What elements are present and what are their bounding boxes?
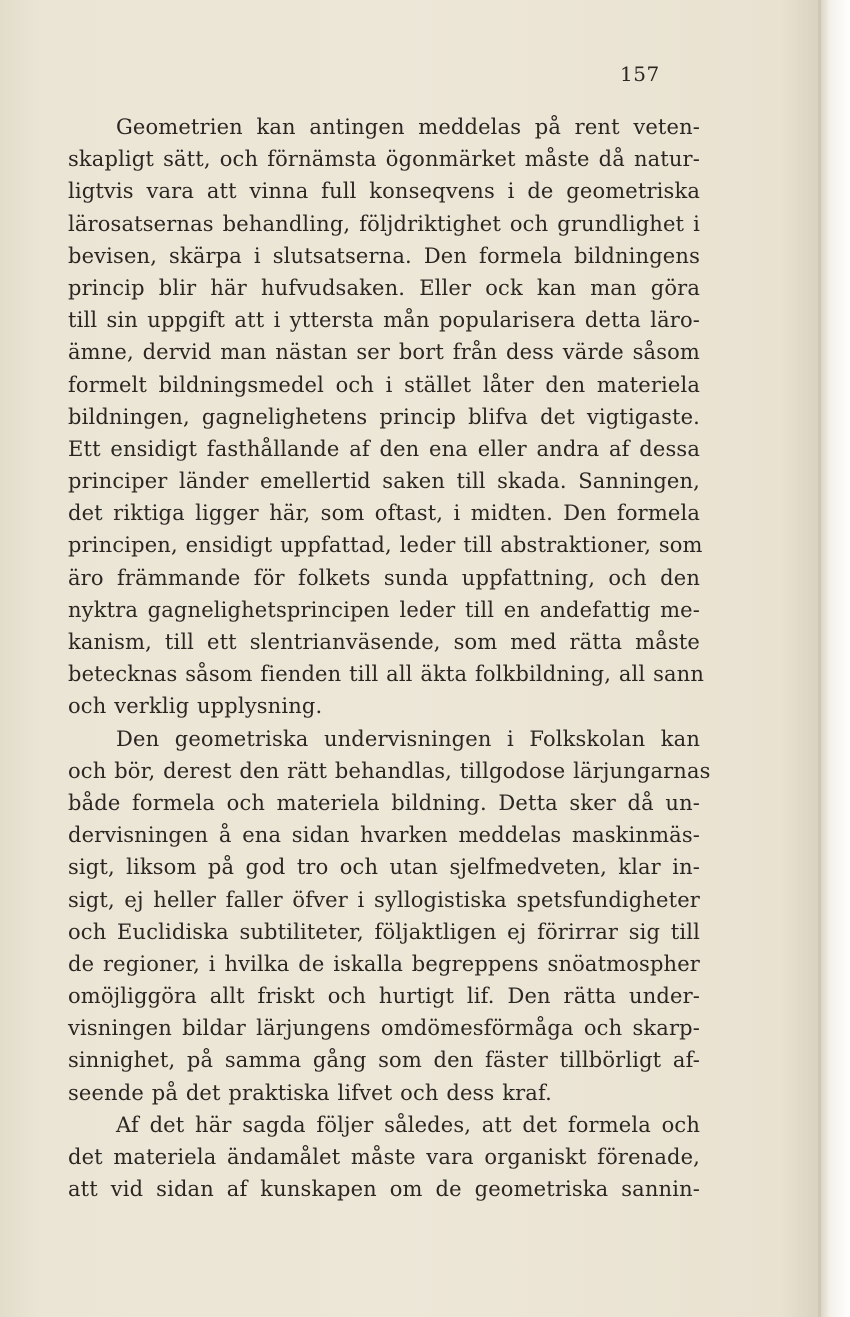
text-line: och bör, derest den rätt behandlas, tillgodose lärjungarnas bbox=[68, 758, 711, 783]
text-line: sigt, liksom på god tro och utan sjelfmedveten, klar in- bbox=[68, 855, 700, 880]
text-line: sigt, ej heller faller öfver i syllogistiska spetsfundigheter bbox=[68, 887, 700, 912]
text-line: princip blir här hufvudsaken. Eller ock kan man göra bbox=[68, 275, 700, 300]
text-line: visningen bildar lärjungens omdömesförmåga och skarp- bbox=[68, 1016, 700, 1041]
text-line: betecknas såsom fienden till all äkta folkbildning, all sann bbox=[68, 662, 705, 687]
page-number: 157 bbox=[620, 62, 660, 86]
text-line: ämne, dervid man nästan ser bort från dess värde såsom bbox=[68, 340, 700, 365]
text-line: dervisningen å ena sidan hvarken meddelas maskinmäs- bbox=[68, 823, 700, 848]
text-line: sinnighet, på samma gång som den fäster tillbörligt af- bbox=[68, 1048, 700, 1073]
text-line: skapligt sätt, och förnämsta ögonmärket måste då natur- bbox=[68, 147, 700, 172]
text-line: att vid sidan af kunskapen om de geometriska sannin- bbox=[68, 1177, 700, 1202]
text-line: bevisen, skärpa i slutsatserna. Den formela bildningens bbox=[68, 243, 700, 268]
text-line: formelt bildningsmedel och i stället låter den materiela bbox=[68, 372, 700, 397]
text-line: det materiela ändamålet måste vara organiskt förenade, bbox=[68, 1145, 700, 1169]
text-line: principer länder emellertid saken till skada. Sanningen, bbox=[68, 469, 700, 494]
text-line: både formela och materiela bildning. Detta sker då un- bbox=[68, 790, 700, 815]
text-line: till sin uppgift att i yttersta mån popularisera detta läro- bbox=[68, 308, 700, 333]
text-line: principen, ensidigt uppfattad, leder till abstraktioner, som bbox=[68, 533, 703, 558]
text-line: Af det här sagda följer således, att det formela och bbox=[116, 1112, 700, 1137]
text-line: och Euclidiska subtiliteter, följaktligen ej förirrar sig till bbox=[68, 919, 700, 944]
text-line: omöjliggöra allt friskt och hurtigt lif. Den rätta under- bbox=[68, 984, 700, 1009]
text-line: nyktra gagnelighetsprincipen leder till en andefattig me- bbox=[68, 597, 700, 622]
text-line: Ett ensidigt fasthållande af den ena eller andra af dessa bbox=[68, 436, 700, 461]
text-line: seende på det praktiska lifvet och dess kraf. bbox=[68, 1080, 552, 1105]
text-line: äro främmande för folkets sunda uppfattning, och den bbox=[68, 565, 700, 590]
text-line: de regioner, i hvilka de iskalla begreppens snöatmospher bbox=[68, 951, 700, 976]
text-line: kanism, till ett slentrianväsende, som med rätta måste bbox=[68, 630, 700, 654]
text-line: Den geometriska undervisningen i Folkskolan kan bbox=[116, 726, 700, 751]
text-line: lärosatsernas behandling, följdriktighet och grundlighet i bbox=[68, 211, 700, 236]
body-text bbox=[68, 111, 711, 1205]
text-line: bildningen, gagnelighetens princip blifva det vigtigaste. bbox=[68, 404, 700, 429]
text-line: ligtvis vara att vinna full konseqvens i de geometriska bbox=[68, 179, 700, 204]
page-edge bbox=[818, 0, 821, 1317]
text-line: det riktiga ligger här, som oftast, i midten. Den formela bbox=[68, 501, 700, 526]
text-line: och verklig upplysning. bbox=[68, 694, 323, 719]
text-line: Geometrien kan antingen meddelas på rent veten- bbox=[116, 115, 700, 139]
